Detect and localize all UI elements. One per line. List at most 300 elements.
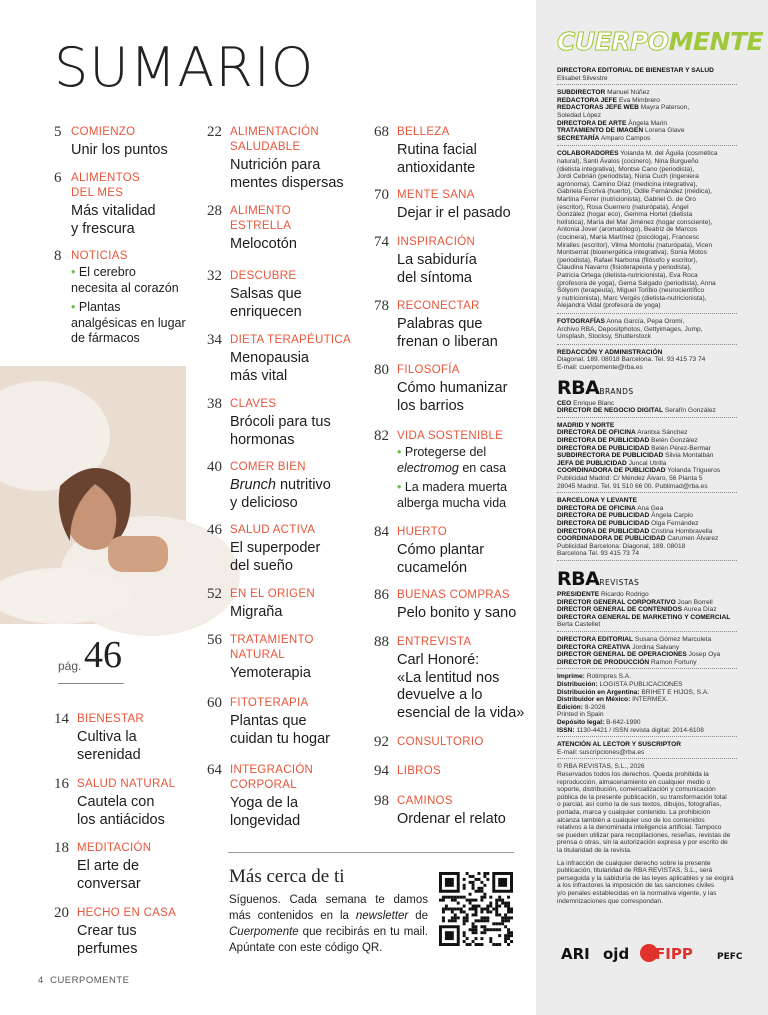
credit-name: Printed in Spain xyxy=(557,711,604,719)
qr-module xyxy=(483,908,486,911)
credit-name: Claudina Navarro (fisioterapeuta y periodista), xyxy=(557,264,692,272)
article-title: frenan o liberan xyxy=(397,333,498,350)
credit-line xyxy=(557,704,739,712)
qr-module xyxy=(475,925,478,928)
qr-module xyxy=(472,884,475,887)
credit-line xyxy=(557,242,739,250)
qr-module xyxy=(442,910,445,913)
credit-role: Depósito legal: xyxy=(557,719,605,726)
divider xyxy=(557,492,737,493)
credit-name: González (hogar eco), Gemma Hortet (dietista xyxy=(557,211,693,219)
article-title: Plantas que xyxy=(230,713,307,729)
legal-text: publicación, titularidad de RBA REVISTAS, S.L., será xyxy=(557,867,713,875)
credit-name: Juncal Utrilla xyxy=(628,459,667,467)
section-label: DIETA TERAPÉUTICA xyxy=(230,334,351,346)
qr-module xyxy=(507,910,510,913)
page-number: 98 xyxy=(374,793,389,809)
qr-module xyxy=(480,919,483,922)
credit-line xyxy=(557,599,739,607)
legal-text: soporte, distribución, comercialización y comunicación xyxy=(557,786,716,794)
credit-role: Distribución: xyxy=(557,681,598,688)
credit-line xyxy=(557,166,739,174)
divider xyxy=(557,84,737,85)
credit-name: Cristina Hombravella xyxy=(651,527,713,535)
credit-line xyxy=(557,302,739,310)
credit-line xyxy=(557,741,739,749)
credit-name: 1130-4421 / ISSN revista digital: 2014-6108 xyxy=(576,726,704,734)
credit-line xyxy=(557,326,739,334)
qr-module xyxy=(448,896,451,899)
section-label: CONSULTORIO xyxy=(397,736,484,748)
page-number: 92 xyxy=(374,734,389,750)
qr-code[interactable] xyxy=(439,872,513,946)
qr-module xyxy=(472,881,475,884)
qr-module xyxy=(483,925,486,928)
qr-module xyxy=(489,896,492,899)
credit-name: Mayra Paterson, xyxy=(640,104,690,112)
qr-module xyxy=(498,899,501,902)
qr-module xyxy=(475,899,478,902)
credit-role: CEO xyxy=(557,399,572,407)
qr-module xyxy=(475,928,478,931)
credit-line xyxy=(557,264,739,272)
qr-module xyxy=(469,928,472,931)
qr-module xyxy=(510,916,513,919)
credit-line xyxy=(557,681,739,689)
page-number: 14 xyxy=(54,711,69,727)
qr-module xyxy=(486,928,489,931)
qr-module xyxy=(504,934,507,937)
brand-division: REVISTAS xyxy=(599,578,640,587)
section-label: INTEGRACIÓN xyxy=(230,764,314,776)
qr-module xyxy=(472,913,475,916)
qr-module xyxy=(510,940,513,943)
qr-module xyxy=(451,908,454,911)
article-title: y frescura xyxy=(71,220,135,237)
credit-name: 28045 Madrid. Tel. 91 510 66 00. Publimad@rba.es xyxy=(557,482,708,490)
bullet-item: de fármacos xyxy=(71,331,140,345)
section-label: TRATAMIENTO xyxy=(230,634,314,646)
credit-name: Joan Borrell xyxy=(677,598,713,606)
legal-text: © RBA REVISTAS, S.L., 2026 xyxy=(557,763,645,771)
article-title: Cómo humanizar xyxy=(397,380,508,396)
bullet-dot: • xyxy=(71,265,79,279)
legal-text: prensa o otras, sin la autorización expresa y por escrito de xyxy=(557,839,728,847)
qr-module xyxy=(472,925,475,928)
page-number: 52 xyxy=(207,586,222,602)
qr-module xyxy=(472,887,475,890)
qr-module xyxy=(463,931,466,934)
credit-line xyxy=(557,158,739,166)
section-label: RECONECTAR xyxy=(397,300,480,312)
article-title: Brunch nutritivo xyxy=(230,477,331,493)
qr-module xyxy=(489,940,492,943)
qr-module xyxy=(504,940,507,943)
article-title: Ordenar el relato xyxy=(397,811,506,827)
article-title: perfumes xyxy=(77,940,138,957)
qr-module xyxy=(472,940,475,943)
page-number: 56 xyxy=(207,632,222,648)
credit-name: Lorena Glave xyxy=(644,127,685,135)
qr-module xyxy=(507,931,510,934)
credit-role: DIRECTORA DE PUBLICIDAD xyxy=(557,444,650,452)
qr-module xyxy=(495,902,498,905)
qr-module xyxy=(501,916,504,919)
credit-line xyxy=(557,150,739,158)
article-title: «La lentitud nos xyxy=(397,669,500,686)
qr-module xyxy=(454,896,457,899)
partner-logo-text: ojd xyxy=(603,945,630,963)
credit-name: 8-2026 xyxy=(584,703,606,711)
credit-line xyxy=(557,364,739,372)
article-title: del síntoma xyxy=(397,269,472,286)
qr-module xyxy=(489,937,492,940)
credit-role: DIRECTORA EDITORIAL DE BIENESTAR Y SALUD xyxy=(557,67,714,74)
article-title: Salsas que xyxy=(230,286,302,302)
qr-module xyxy=(477,905,480,908)
qr-module xyxy=(466,913,469,916)
credit-name: BRIHET E HIJOS, S.A. xyxy=(641,688,710,696)
brand-name: RBA xyxy=(557,568,600,590)
brand-division: BRANDS xyxy=(599,386,634,396)
qr-module xyxy=(469,943,472,946)
credit-role: FOTOGRAFÍAS xyxy=(557,318,605,325)
magazine-logo: CUERPOMENTE xyxy=(557,27,764,56)
credit-name: Montserrat (bioenergética integrativa), Sonia Motos xyxy=(557,249,707,257)
credit-line xyxy=(557,104,739,112)
article-title: Dejar ir el pasado xyxy=(397,205,511,221)
legal-text: portada, marca y cualquier contenido. La prohibición xyxy=(557,809,711,816)
article-title: del sueño xyxy=(230,557,293,574)
legal-text: indemnizaciones que correspondan. xyxy=(557,897,663,905)
article-title: Unir los puntos xyxy=(71,142,168,158)
credit-role: DIRECTOR GENERAL DE OPERACIONES xyxy=(557,651,687,659)
qr-module xyxy=(495,928,498,931)
qr-module xyxy=(480,887,483,890)
bullet-item: • Plantas xyxy=(71,300,121,314)
credit-line xyxy=(557,318,739,326)
credit-name: Alejandra Vidal (profesora de yoga) xyxy=(557,302,661,310)
article-title: Carl Honoré: xyxy=(397,652,480,668)
partner-logo-text: PEFC xyxy=(717,952,743,962)
credit-role: DIRECTORA DE PUBLICIDAD xyxy=(557,437,650,444)
article-title: Brócoli para tus xyxy=(230,414,331,430)
credit-line xyxy=(557,696,739,704)
qr-module xyxy=(480,937,483,940)
qr-module xyxy=(507,896,510,899)
qr-module xyxy=(477,887,480,890)
credit-name: INTERMEX. xyxy=(632,696,669,704)
qr-module xyxy=(504,937,507,940)
qr-module xyxy=(457,916,460,919)
article-title: Pelo bonito y sano xyxy=(397,605,517,621)
qr-module xyxy=(489,910,492,913)
qr-module xyxy=(469,893,472,896)
credit-line xyxy=(557,535,739,543)
partner-logo-text: ARI xyxy=(561,945,590,963)
section-label: ESTRELLA xyxy=(230,220,292,232)
credit-line xyxy=(557,497,739,505)
article-title: Rutina facial xyxy=(397,142,477,158)
legal-text: y/o penales establecidas en la normativa vigente, y las xyxy=(557,890,717,897)
qr-module xyxy=(451,896,454,899)
credit-name: Publicidad Barcelona: Diagonal, 189. 08018 xyxy=(557,542,686,550)
section-label: FILOSOFÍA xyxy=(397,364,460,376)
qr-module xyxy=(463,910,466,913)
divider xyxy=(557,631,737,632)
qr-module xyxy=(480,943,483,946)
qr-module xyxy=(486,878,489,881)
credit-name: Ana Gea xyxy=(637,504,664,512)
legal-text: pública de la presente publicación, su transformación total xyxy=(557,793,727,801)
legal-text: se pueden utilizar para recopilaciones, reseñas, revistas de xyxy=(557,831,731,839)
credit-line xyxy=(557,621,739,629)
qr-module xyxy=(472,905,475,908)
article-title: Más vitalidad xyxy=(71,203,156,219)
credit-line xyxy=(557,249,739,257)
bullet-item: • Protegerse del xyxy=(397,445,487,459)
page-number: 4 xyxy=(38,975,44,986)
bullet-item-continuation: electromog en casa xyxy=(397,460,507,475)
qr-module xyxy=(495,943,498,946)
article-title: Cómo plantar xyxy=(397,542,485,558)
section-label: MENTE SANA xyxy=(397,189,475,201)
qr-module xyxy=(483,916,486,919)
credit-name: Antonia Jover (aromatólogo), Beatriz de Marcos xyxy=(557,226,697,234)
page-number: 64 xyxy=(207,762,222,778)
page-number: 8 xyxy=(54,248,62,264)
credit-line xyxy=(557,483,739,491)
article-title: Yemoterapia xyxy=(230,665,311,681)
credit-name: LOGISTA PUBLICACIONES xyxy=(599,681,683,688)
qr-module xyxy=(498,928,501,931)
credit-role: DIRECTORA CREATIVA xyxy=(557,643,631,651)
credit-line xyxy=(557,512,739,520)
section-label: COMIENZO xyxy=(71,126,136,138)
credit-role: DIRECTOR DE PRODUCCIÓN xyxy=(557,658,650,666)
credit-name: Unsplash, Stocksy, Shutterstock xyxy=(557,333,652,341)
bullet-item: • La madera muerta xyxy=(397,480,507,494)
credit-line xyxy=(557,550,739,558)
section-label: COMER BIEN xyxy=(230,461,306,473)
qr-module xyxy=(483,875,486,878)
credit-line xyxy=(557,636,739,644)
article-title: Yoga de la xyxy=(230,795,299,811)
credit-line xyxy=(557,349,739,357)
qr-module xyxy=(504,925,507,928)
qr-module xyxy=(486,916,489,919)
qr-module xyxy=(492,908,495,911)
qr-module xyxy=(501,902,504,905)
qr-module xyxy=(510,908,513,911)
section-label: NATURAL xyxy=(230,649,285,661)
credit-name: Yolanda M. del Águila (cosmética xyxy=(620,150,718,158)
article-title: enriquecen xyxy=(230,303,302,320)
qr-module xyxy=(463,916,466,919)
credit-role: ATENCIÓN AL LECTOR Y SUSCRIPTOR xyxy=(557,741,681,749)
qr-module xyxy=(466,872,469,875)
article-title: serenidad xyxy=(77,746,141,763)
partner-logo-text: FIPP xyxy=(655,945,693,963)
divider xyxy=(228,852,514,853)
qr-finder xyxy=(498,878,507,887)
qr-module xyxy=(469,875,472,878)
credit-name: Ricardo Rodrigo xyxy=(600,591,649,598)
credit-name: Anna García, Pepa Oromí, xyxy=(606,318,685,325)
credit-name: E-mail: suscripciones@rba.es xyxy=(557,748,645,756)
article-title: los barrios xyxy=(397,397,464,414)
credit-role: DIRECTORA DE PUBLICIDAD xyxy=(557,520,650,527)
credit-name: holística), María del Mar Jiménez (hogar consciente), xyxy=(557,218,713,226)
credit-name: Ramon Fortuny xyxy=(651,658,697,666)
page-number: 40 xyxy=(207,459,222,475)
qr-module xyxy=(495,910,498,913)
qr-module xyxy=(463,919,466,922)
credit-line xyxy=(557,196,739,204)
newsletter-promo-title: Más cerca de ti xyxy=(229,866,345,887)
qr-module xyxy=(463,934,466,937)
credit-name: (profesora de yoga), Gema Salgado (periodista), Anna xyxy=(557,279,716,287)
qr-module xyxy=(477,872,480,875)
credit-role: COORDINADORA DE PUBLICIDAD xyxy=(557,467,666,475)
page-number: 46 xyxy=(207,522,222,538)
credit-line xyxy=(557,520,739,528)
qr-module xyxy=(472,928,475,931)
credit-name: Carumen Álvarez xyxy=(667,535,719,543)
credit-role: COLABORADORES xyxy=(557,150,619,158)
credit-role: DIRECTORA DE OFICINA xyxy=(557,429,636,437)
credit-name: Publicidad Madrid: C/ Méndez Álvaro, 56 Planta 5 xyxy=(557,475,703,482)
section-label: SALUD ACTIVA xyxy=(230,524,316,536)
credit-line xyxy=(557,333,739,341)
credit-name: Aurea Díaz xyxy=(683,606,717,614)
section-label: BIENESTAR xyxy=(77,713,145,725)
qr-module xyxy=(480,925,483,928)
credit-name: Miralles (escritor), Vilma Montoliu (naturópata), Vicen xyxy=(557,241,713,249)
qr-module xyxy=(501,922,504,925)
page-number: 60 xyxy=(207,695,222,711)
article-title: La sabiduría xyxy=(397,252,477,268)
qr-module xyxy=(442,896,445,899)
credit-role: Edición: xyxy=(557,703,584,711)
qr-module xyxy=(472,899,475,902)
credit-line xyxy=(557,749,739,757)
credit-name: y nutricionista), Marc Vergés (dietista-nutricionista), xyxy=(557,294,707,302)
qr-module xyxy=(507,908,510,911)
credit-role: SUBDIRECTORA DE PUBLICIDAD xyxy=(557,452,664,460)
qr-module xyxy=(504,905,507,908)
qr-module xyxy=(477,919,480,922)
qr-module xyxy=(454,919,457,922)
qr-module xyxy=(495,899,498,902)
credit-line xyxy=(557,445,739,453)
newsletter-promo-text: Síguenos. Cada semana te damos más contenidos en la newsletter de Cuerpomente que recibirás en tu mail. Apúntate con este código QR. xyxy=(229,894,428,954)
credit-role: MADRID Y NORTE xyxy=(557,421,615,429)
credit-name: Àngela Carpio xyxy=(651,512,693,520)
credit-line xyxy=(557,89,739,97)
qr-module xyxy=(442,916,445,919)
qr-module xyxy=(492,922,495,925)
qr-module xyxy=(442,919,445,922)
qr-module xyxy=(439,899,442,902)
credit-role: DIRECTOR GENERAL DE CONTENIDOS xyxy=(557,606,683,614)
credit-name: Jordi Cebrián (periodista), Núria Cuch (ingeniera xyxy=(557,173,699,181)
qr-module xyxy=(442,899,445,902)
qr-module xyxy=(477,943,480,946)
bullet-dot: • xyxy=(397,480,405,494)
qr-module xyxy=(466,919,469,922)
page-number: 70 xyxy=(374,187,389,203)
credit-name: Diagonal, 189. 08018 Barcelona. Tel. 93 415 73 74 xyxy=(557,356,706,364)
qr-module xyxy=(480,890,483,893)
page-number: 32 xyxy=(207,268,222,284)
bullet-italic: electromog xyxy=(397,460,459,475)
qr-finder xyxy=(445,878,454,887)
qr-module xyxy=(486,910,489,913)
qr-module xyxy=(504,916,507,919)
bullet-dot: • xyxy=(71,300,79,314)
qr-module xyxy=(507,902,510,905)
page-number: 38 xyxy=(207,396,222,412)
qr-module xyxy=(507,928,510,931)
qr-module xyxy=(466,916,469,919)
legal-text: Reservados todos los derechos. Queda prohibida la xyxy=(557,771,709,778)
qr-module xyxy=(472,875,475,878)
article-title: más vital xyxy=(230,367,288,384)
qr-module xyxy=(483,872,486,875)
section-label: HUERTO xyxy=(397,526,447,538)
credit-line xyxy=(557,591,739,599)
qr-module xyxy=(480,908,483,911)
article-title: cucamelón xyxy=(397,559,468,576)
credit-name: Eva Mimbrero xyxy=(618,96,660,104)
credit-line xyxy=(557,689,739,697)
credit-role: REDACCIÓN Y ADMINISTRACIÓN xyxy=(557,348,663,356)
section-label: ALIMENTO xyxy=(230,205,291,217)
qr-module xyxy=(489,928,492,931)
credit-line xyxy=(557,429,739,437)
article-title: mentes dispersas xyxy=(230,174,344,191)
credit-name: (cocinera), María Martínez (psicóloga), Francesc xyxy=(557,234,700,241)
qr-module xyxy=(486,919,489,922)
credit-line xyxy=(557,644,739,652)
section-label: BUENAS COMPRAS xyxy=(397,589,510,601)
article-title: conversar xyxy=(77,875,141,892)
credit-name: Belén González xyxy=(651,437,698,444)
page-number: 22 xyxy=(207,124,222,140)
credit-line xyxy=(557,475,739,483)
credit-role: DIRECTOR DE NEGOCIO DIGITAL xyxy=(557,407,663,415)
qr-module xyxy=(480,910,483,913)
qr-module xyxy=(451,910,454,913)
qr-module xyxy=(480,916,483,919)
credit-name: Manuel Núñez xyxy=(607,89,650,97)
qr-module xyxy=(469,881,472,884)
qr-module xyxy=(483,919,486,922)
page-footer xyxy=(38,975,129,986)
qr-module xyxy=(475,890,478,893)
page-number: 6 xyxy=(54,170,62,186)
credit-role: DIRECTORA EDITORIAL xyxy=(557,636,634,643)
bullet-dot: • xyxy=(397,445,405,459)
qr-module xyxy=(483,931,486,934)
section-label: VIDA SOSTENIBLE xyxy=(397,430,504,442)
qr-module xyxy=(483,928,486,931)
qr-module xyxy=(495,922,498,925)
qr-module xyxy=(475,919,478,922)
credit-role: DIRECTORA DE PUBLICIDAD xyxy=(557,512,650,520)
credit-name: Jordina Salvany xyxy=(632,643,680,651)
